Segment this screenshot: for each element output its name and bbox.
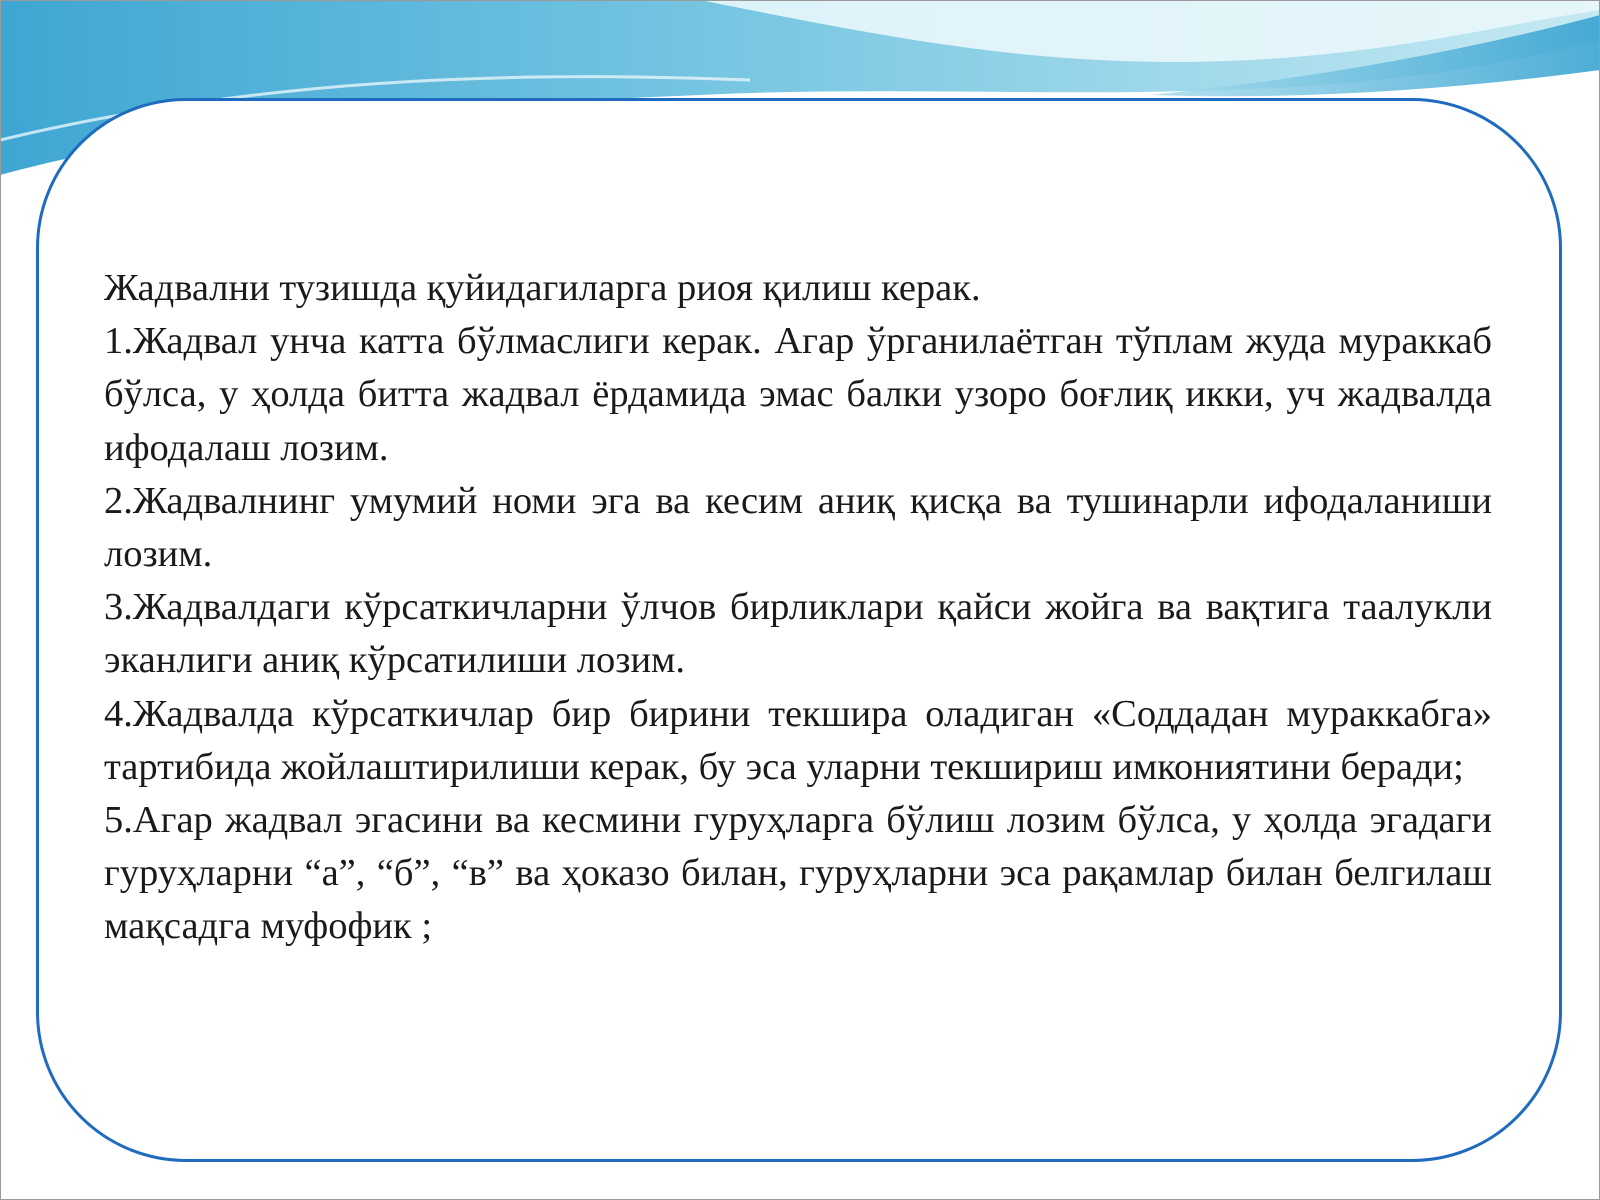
intro-paragraph: Жадвални тузишда қуйидагиларга риоя қилиш керак. (104, 267, 981, 309)
list-item-2: 2.Жадвалнинг умумий номи эга ва кесим аниқ қисқа ва тушинарли ифодаланиши лозим. (104, 479, 1492, 576)
list-item-5: 5.Агар жадвал эгасини ва кесмини гуруҳларга бўлиш лозим бўлса, у ҳолда эгадаги гуруҳларни “а”, “б”, “в” ва ҳоказо билан, гуруҳларни эса рақамлар билан белгилаш мақсадга муфофик ; (104, 799, 1492, 948)
document-text (104, 262, 1492, 954)
list-item-3: 3.Жадвалдаги кўрсаткичларни ўлчов бирликлари қайси жойга ва вақтига таалукли эканлиги аниқ кўрсатилиши лозим. (104, 586, 1492, 682)
list-item-4: 4.Жадвалда кўрсаткичлар бир бирини текшира оладиган «Соддадан мураккабга» тартибида жойлаштирилиши керак, бу эса уларни текшириш имкониятини беради; (104, 692, 1492, 788)
list-item-1: 1.Жадвал унча катта бўлмаслиги керак. Агар ўрганилаётган тўплам жуда мураккаб бўлса, у ҳолда битта жадвал ёрдамида эмас балки узоро боғлиқ икки, уч жадвалда ифодалаш лозим. (104, 320, 1492, 469)
